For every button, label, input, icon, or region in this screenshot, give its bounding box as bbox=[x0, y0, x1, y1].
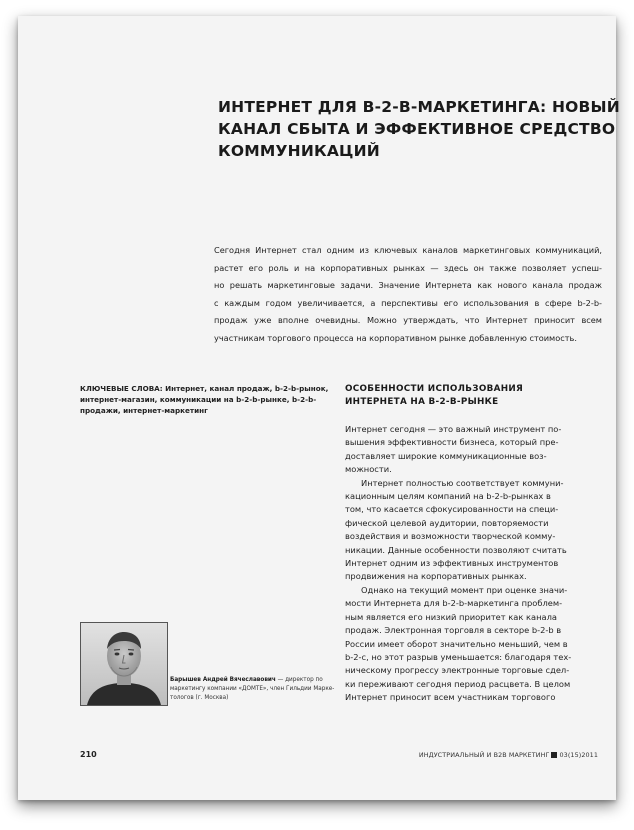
journal-issue: 03(15)2011 bbox=[559, 751, 598, 759]
keywords-line: продажи, интернет-маркетинг bbox=[80, 406, 208, 415]
journal-footer bbox=[419, 751, 598, 759]
body-line: доставляет широкие коммуникационные воз- bbox=[345, 450, 547, 461]
author-photo bbox=[80, 622, 168, 706]
body-line: Интернет одним из эффективных инструментов bbox=[345, 558, 559, 569]
keywords-line: КЛЮЧЕВЫЕ СЛОВА: Интернет, канал продаж, b-2-b-рынок, bbox=[80, 384, 329, 393]
lead-line: Сегодня Интернет стал одним из ключевых каналов маркетинговых коммуникаций, bbox=[214, 245, 602, 255]
keywords-line: интернет-магазин, коммуникации на b-2-b-рынке, b-2-b- bbox=[80, 395, 317, 404]
body-line: вышения эффективности бизнеса, который пре- bbox=[345, 437, 559, 448]
magazine-page bbox=[18, 16, 620, 800]
keywords-block bbox=[80, 383, 328, 416]
article-title-line: КОММУНИКАЦИЙ bbox=[218, 142, 380, 160]
body-line: продвижения на корпоративных рынках. bbox=[345, 571, 527, 582]
lead-line: но решать маркетинговые задачи. Значение Интернета как нового канала продаж bbox=[214, 280, 602, 291]
caption-line: маркетингу компании «ДОМТЕ», член Гильдии Марке- bbox=[170, 686, 335, 693]
lead-line: растет его роль и на корпоративных рынках — здесь он также позволяет успеш- bbox=[214, 262, 602, 273]
lead-line: продаж уже вполне очевидны. Можно утверждать, что Интернет приносит всем bbox=[214, 315, 602, 326]
body-text bbox=[345, 423, 595, 705]
section-heading-line: ИНТЕРНЕТА НА B-2-B-РЫНКЕ bbox=[345, 396, 499, 407]
body-line: Интернет полностью соответствует коммуни- bbox=[361, 477, 564, 488]
section-heading-line: ОСОБЕННОСТИ ИСПОЛЬЗОВАНИЯ bbox=[345, 384, 524, 394]
article-title-line: КАНАЛ СБЫТА И ЭФФЕКТИВНОЕ СРЕДСТВО bbox=[218, 120, 616, 138]
journal-name: ИНДУСТРИАЛЬНЫЙ И B2B МАРКЕТИНГ bbox=[418, 751, 550, 759]
caption-line bbox=[170, 676, 335, 685]
lead-line: участникам торгового процесса на корпоративном рынке добавленную стоимость. bbox=[214, 332, 577, 343]
body-line: фической целевой аудитории, повторяемости bbox=[345, 517, 549, 528]
body-line: воздействия и возможности творческой комму- bbox=[345, 531, 556, 542]
body-line: продаж. Электронная торговля в секторе b-2-b в bbox=[345, 625, 562, 636]
page-number: 210 bbox=[80, 750, 97, 759]
body-line: ническому прогрессу электронные торговые сдел- bbox=[345, 665, 570, 676]
body-line: Однако на текущий момент при оценке значи- bbox=[361, 584, 568, 595]
body-line: том, что касается сфокусированности на специ- bbox=[345, 504, 559, 515]
author-caption bbox=[170, 676, 335, 704]
body-line: ки переживают сегодня период расцвета. В целом bbox=[345, 678, 571, 689]
caption-role: — директор по bbox=[275, 677, 323, 683]
body-line: ным является его низкий приоритет как канала bbox=[345, 611, 557, 622]
body-line: можности. bbox=[345, 464, 392, 475]
body-line: b-2-c, но этот разрыв уменьшается: благодаря тех- bbox=[345, 651, 572, 662]
author-portrait-icon bbox=[81, 623, 167, 705]
body-line: никации. Данные особенности позволяют считать bbox=[345, 544, 567, 555]
lead-line: с каждым годом увеличивается, а перспективы его использования в сфере b-2-b- bbox=[214, 297, 602, 308]
body-line: мости Интернета для b-2-b-маркетинга проблем- bbox=[345, 598, 563, 609]
body-line: кационным целям компаний на b-2-b-рынках в bbox=[345, 491, 551, 502]
body-line: России имеет оборот значительно меньший, чем в bbox=[345, 638, 568, 649]
caption-line: тологов (г. Москва) bbox=[170, 695, 229, 702]
author-name: Барышев Андрей Вячеславович bbox=[170, 677, 276, 683]
article-lead bbox=[214, 242, 602, 348]
article-title-line: ИНТЕРНЕТ ДЛЯ B-2-B-МАРКЕТИНГА: НОВЫЙ bbox=[218, 98, 620, 116]
article-title bbox=[218, 96, 620, 162]
section-heading bbox=[345, 383, 605, 408]
body-line: Интернет сегодня — это важный инструмент по- bbox=[345, 424, 562, 434]
body-line: Интернет приносит всем участникам торгового bbox=[345, 692, 556, 703]
black-square-icon bbox=[551, 752, 557, 758]
